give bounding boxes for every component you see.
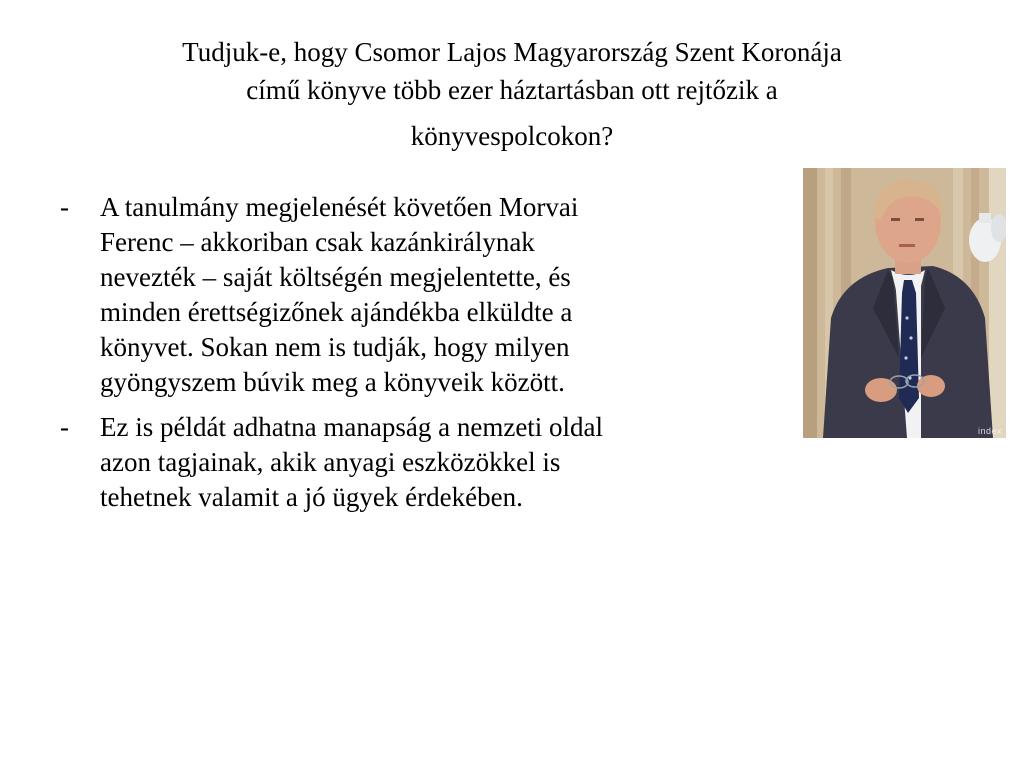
- title-line: című könyve több ezer háztartásban ott rejtőzik a: [246, 75, 778, 105]
- bullet-marker: -: [60, 412, 69, 442]
- bullet-list: [60, 190, 760, 525]
- bullet-text-line: gyöngyszem búvik meg a könyveik között.: [100, 367, 565, 397]
- portrait-photo: [803, 168, 1006, 438]
- bullet-text-line: könyvet. Sokan nem is tudják, hogy milyen: [100, 332, 570, 362]
- photo-watermark: index: [977, 426, 1002, 436]
- portrait-illustration: [803, 168, 1006, 438]
- bullet-marker: -: [60, 192, 69, 222]
- bullet-text-line: minden érettségizőnek ajándékba elküldte a: [100, 297, 573, 327]
- title-line: könyvespolcokon?: [410, 121, 614, 151]
- title-line: Tudjuk-e, hogy Csomor Lajos Magyarország Szent Koronája: [182, 37, 842, 67]
- bullet-text-line: nevezték – saját költségén megjelentette, és: [100, 262, 571, 292]
- bullet-text-line: tehetnek valamit a jó ügyek érdekében.: [100, 482, 523, 512]
- bullet-text-line: azon tagjainak, akik anyagi eszközökkel is: [100, 447, 561, 477]
- slide-title: [60, 33, 964, 155]
- bullet-text-line: Ez is példát adhatna manapság a nemzeti oldal: [100, 412, 604, 442]
- bullet-item: [60, 190, 760, 400]
- bullet-text-line: A tanulmány megjelenését követően Morvai: [100, 192, 579, 222]
- bullet-item: [60, 410, 760, 515]
- bullet-text-line: Ferenc – akkoriban csak kazánkirálynak: [100, 227, 535, 257]
